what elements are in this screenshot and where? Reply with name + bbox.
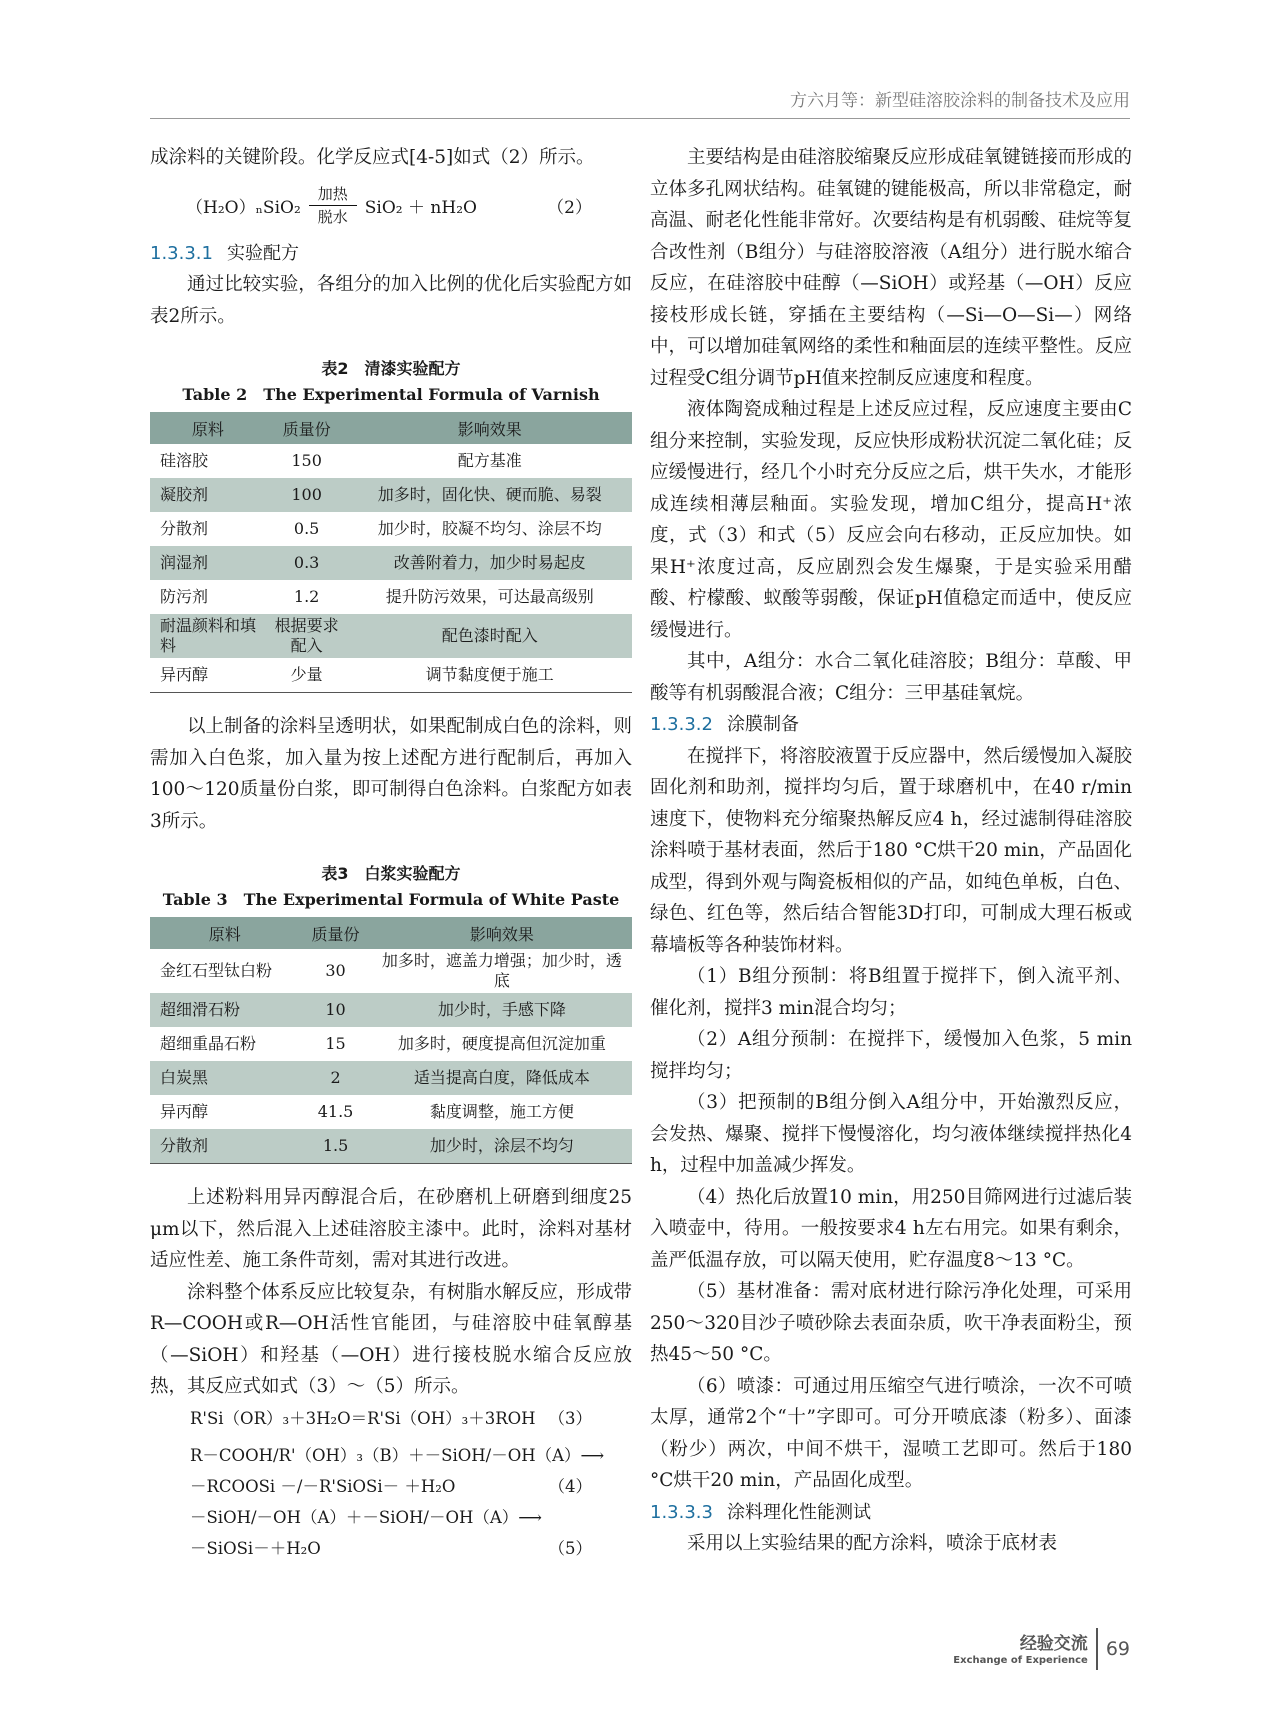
table-cell: 加多时，固化快、硬而脆、易裂: [348, 478, 632, 512]
table-caption-cn: 表3 白浆实验配方: [321, 864, 461, 883]
paragraph: （3）把预制的B组分倒入A组分中，开始激烈反应，会发热、爆聚、搅拌下慢慢溶化，均匀液体继续搅拌热化4 h，过程中加盖减少挥发。: [650, 1092, 1132, 1176]
table-row: [150, 546, 632, 580]
table-row: [150, 614, 632, 658]
paragraph: （1）B组分预制：将B组置于搅拌下，倒入流平剂、催化剂，搅拌3 min混合均匀；: [650, 966, 1132, 1019]
paragraph: 采用以上实验结果的配方涂料，喷涂于底材表: [687, 1533, 1058, 1554]
equation-number: （4）: [548, 1476, 592, 1496]
table-row: [150, 444, 632, 478]
table-cell: 硅溶胶: [160, 451, 209, 470]
left-column: [150, 142, 632, 1564]
paragraph: （4）热化后放置10 min，用250目筛网进行过滤后装入喷壶中，待用。一般按要求4 h左右用完。如果有剩余，盖严低温存放，可以隔天使用，贮存温度8～13 °C。: [650, 1186, 1132, 1271]
table-row: [150, 993, 632, 1027]
column-header: 影响效果: [372, 917, 632, 949]
table-cell: 加多时，硬度提高但沉淀加重: [397, 1034, 606, 1053]
paragraph: （6）喷漆：可通过用压缩空气进行喷涂，一次不可喷太厚，通常2个“十”字即可。可分开喷底漆（粉多）、面漆（粉少）两次，中间不烘干，湿喷工艺即可。然后于180 °C烘干20 min，产品固化成型。: [650, 1375, 1132, 1491]
section-number: 1.3.3.3: [650, 1501, 713, 1523]
table-row: [150, 658, 632, 693]
equation-text: －RCOOSi －/－R'SiOSi－ ＋H₂O: [190, 1476, 456, 1496]
footer-divider: [1096, 1628, 1098, 1670]
table-row: [150, 580, 632, 614]
section-title: 涂料理化性能测试: [726, 1501, 871, 1523]
condition-top: 加热: [317, 185, 348, 203]
table-cell: 加少时，涂层不均匀: [372, 1129, 632, 1164]
table-cell: 1.5: [299, 1129, 371, 1164]
table-cell: 100: [266, 478, 348, 512]
table-cell: 加多时，遮盖力增强；加少时，透底: [381, 951, 622, 990]
paragraph: 通过比较实验，各组分的加入比例的优化后实验配方如表2所示。: [150, 274, 632, 327]
table-row: [150, 1027, 632, 1061]
table-cell: 润湿剂: [150, 546, 266, 580]
paragraph: 主要结构是由硅溶胶缩聚反应形成硅氧键链接而形成的立体多孔网状结构。硅氧键的键能极高，所以非常稳定，耐高温、耐老化性能非常好。次要结构是有机弱酸、硅烷等复合改性剂（B组分）与硅溶胶溶液（A组分）进行脱水缩合反应，在硅溶胶中硅醇（—SiOH）或羟基（—OH）反应接枝形成长链，穿插在主要结构（—Si—O—Si—）网络中，可以增加硅氧网络的柔性和釉面层的连续平整性。反应过程受C组分调节pH值来控制反应速度和程度。: [650, 147, 1132, 389]
table-row: [150, 512, 632, 546]
table-3: [150, 917, 632, 1164]
header-rule: [150, 118, 1130, 119]
equation-4-line-2: [150, 1471, 632, 1502]
paragraph: 液体陶瓷成釉过程是上述反应过程，反应速度主要由C组分来控制，实验发现，反应快形成粉状沉淀二氧化硅；反应缓慢进行，经几个小时充分反应之后，烘干失水，才能形成连续相薄层釉面。实验发现，增加C组分，提高H⁺浓度，式（3）和式（5）反应会向右移动，正反应加快。如果H⁺浓度过高，反应剧烈会发生爆聚，于是实验采用醋酸、柠檬酸、蚁酸等弱酸，保证pH值稳定而适中，使反应缓慢进行。: [650, 399, 1132, 641]
footer-section: [953, 1633, 1088, 1666]
table-row: [150, 1129, 632, 1164]
reaction-equations: [150, 1403, 632, 1564]
paragraph: 涂料整个体系反应比较复杂，有树脂水解反应，形成带R—COOH或R—OH活性官能团，与硅溶胶中硅氧醇基（—SiOH）和羟基（—OH）进行接枝脱水缩合反应放热，其反应式如式（3）～（5）所示。: [150, 1281, 632, 1397]
table-cell: 异丙醇: [160, 665, 209, 684]
table-cell: 1.2: [293, 587, 320, 606]
condition-bottom: 脱水: [317, 208, 348, 226]
footer-section-cn: 经验交流: [1019, 1633, 1088, 1654]
column-header: 原料: [150, 412, 266, 444]
column-header: 原料: [150, 917, 299, 949]
section-number: 1.3.3.2: [650, 714, 713, 735]
equation-number: （3）: [548, 1408, 592, 1428]
reaction-condition: [309, 184, 357, 227]
table-cell: 150: [291, 451, 322, 470]
table-cell: 2: [299, 1061, 371, 1095]
equation-2: [150, 174, 632, 238]
table-cell: 配方基准: [457, 451, 522, 470]
table-cell: 异丙醇: [160, 1102, 209, 1121]
equation-rhs: SiO₂ ＋ nH₂O: [364, 198, 477, 218]
table-cell: 根据要求配入: [266, 614, 348, 658]
right-column: [650, 142, 1132, 1560]
column-header: 影响效果: [348, 412, 632, 444]
table-cell: 凝胶剂: [150, 478, 266, 512]
section-heading: [650, 1497, 1132, 1529]
equation-5-line-1: [150, 1502, 632, 1533]
table-cell: 15: [325, 1034, 346, 1053]
paragraph: 以上制备的涂料呈透明状，如果配制成白色的涂料，则需加入白色浆，加入量为按上述配方进行配制后，再加入100～120质量份白浆，即可制得白色涂料。白浆配方如表3所示。: [150, 716, 632, 832]
column-header: 质量份: [266, 412, 348, 444]
table-2: [150, 412, 632, 693]
table-cell: 白炭黑: [150, 1061, 299, 1095]
table-header-row: [150, 412, 632, 444]
paragraph: （5）基材准备：需对底材进行除污净化处理，可采用250～320目沙子喷砂除去表面杂质，吹干净表面粉尘，预热45～50 °C。: [650, 1281, 1132, 1365]
equation-3: [150, 1403, 632, 1434]
table-cell: 41.5: [317, 1102, 354, 1121]
running-header: 方六月等：新型硅溶胶涂料的制备技术及应用: [790, 91, 1130, 111]
section-number: 1.3.3.1: [150, 242, 213, 264]
table-cell: 适当提高白度，降低成本: [372, 1061, 632, 1095]
table-row: [150, 478, 632, 512]
equation-number: （5）: [548, 1538, 592, 1558]
table-caption-en: Table 2 The Experimental Formula of Varnish: [182, 385, 600, 404]
table-row: [150, 949, 632, 993]
paragraph: 在搅拌下，将溶胶液置于反应器中，然后缓慢加入凝胶固化剂和助剂，搅拌均匀后，置于球磨机中，在40 r/min速度下，使物料充分缩聚热解反应4 h，经过滤制得硅溶胶涂料喷于基材表面，然后于180 °C烘干20 min，产品固化成型，得到外观与陶瓷板相似的产品，如纯色单板，白色、绿色、红色等，然后结合智能3D打印，可制成大理石板或幕墙板等各种装饰材料。: [650, 745, 1132, 956]
table-row: [150, 1061, 632, 1095]
table-cell: 防污剂: [160, 587, 209, 606]
table-cell: 分散剂: [150, 1129, 299, 1164]
table-cell: 金红石型钛白粉: [160, 961, 273, 980]
table-cell: 耐温颜料和填料: [150, 614, 266, 658]
table-cell: 10: [299, 993, 371, 1027]
section-title: 实验配方: [226, 242, 299, 264]
paragraph: 其中，A组分：水合二氧化硅溶胶；B组分：草酸、甲酸等有机弱酸混合液；C组分：三甲基硅氧烷。: [650, 651, 1132, 704]
paragraph: 成涂料的关键阶段。化学反应式[4-5]如式（2）所示。: [150, 147, 595, 168]
table-row: [150, 1095, 632, 1129]
section-title: 涂膜制备: [726, 714, 799, 735]
equation-text: R'Si（OR）₃＋3H₂O＝R'Si（OH）₃＋3ROH: [190, 1408, 536, 1428]
equation-text: －SiOH/－OH（A）＋－SiOH/－OH（A）⟶: [190, 1507, 542, 1527]
table-cell: 加少时，胶凝不均匀、涂层不均: [377, 519, 602, 538]
equation-lhs: （H₂O）ₙSiO₂: [186, 198, 301, 218]
table-cell: 配色漆时配入: [348, 614, 632, 658]
table-cell: 超细滑石粉: [150, 993, 299, 1027]
table-header-row: [150, 917, 632, 949]
table-caption-en: Table 3 The Experimental Formula of White Paste: [162, 890, 620, 909]
paragraph: 上述粉料用异丙醇混合后，在砂磨机上研磨到细度25 μm以下，然后混入上述硅溶胶主漆中。此时，涂料对基材适应性差、施工条件苛刻，需对其进行改进。: [150, 1187, 632, 1271]
table-cell: 30: [325, 961, 346, 980]
section-heading: [650, 709, 1132, 741]
table-cell: 分散剂: [160, 519, 209, 538]
equation-text: R－COOH/R'（OH）₃（B）＋－SiOH/－OH（A）⟶: [190, 1445, 605, 1465]
page-number: 69: [1105, 1638, 1130, 1660]
table-cell: 加少时，手感下降: [372, 993, 632, 1027]
table-cell: 超细重晶石粉: [160, 1034, 257, 1053]
reaction-arrow-line: [309, 205, 357, 206]
table-cell: 黏度调整，施工方便: [429, 1102, 574, 1121]
table-cell: 0.3: [266, 546, 348, 580]
table-cell: 调节黏度便于施工: [425, 665, 554, 684]
footer-section-en: Exchange of Experience: [953, 1654, 1088, 1666]
equation-number: （2）: [547, 198, 592, 218]
table-cell: 少量: [290, 665, 323, 684]
equation-text: －SiOSi－＋H₂O: [190, 1538, 321, 1558]
table-cell: 0.5: [293, 519, 320, 538]
section-heading: [150, 238, 632, 270]
table-caption-cn: 表2 清漆实验配方: [321, 359, 461, 378]
table-cell: 提升防污效果，可达最高级别: [385, 587, 594, 606]
column-header: 质量份: [299, 917, 371, 949]
equation-4-line-1: [150, 1440, 632, 1471]
equation-5-line-2: [150, 1533, 632, 1564]
table-cell: 改善附着力，加少时易起皮: [348, 546, 632, 580]
page-footer: [953, 1628, 1130, 1670]
paragraph: （2）A组分预制：在搅拌下，缓慢加入色浆，5 min搅拌均匀；: [650, 1029, 1132, 1082]
